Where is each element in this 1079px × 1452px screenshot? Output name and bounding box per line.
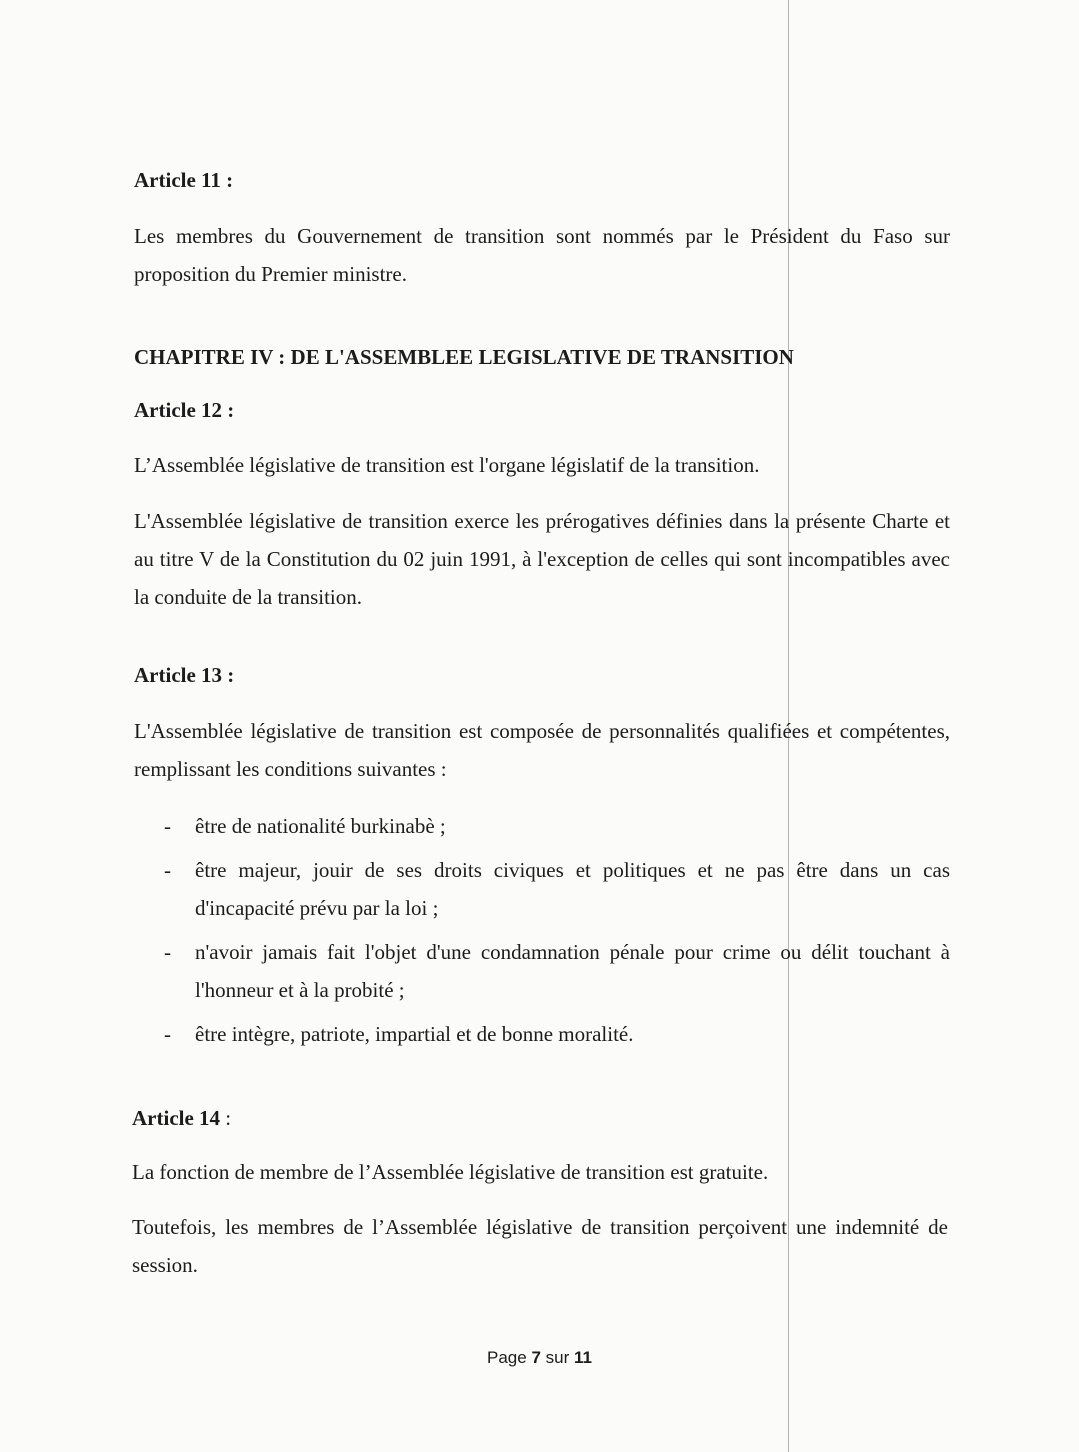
list-dash: -	[164, 940, 171, 964]
article-13-paragraph: L'Assemblée législative de transition est composée de personnalités qualifiées et compétentes, remplissant les conditions suivantes :	[134, 719, 950, 781]
article-14-body-2	[132, 1208, 948, 1284]
list-dash: -	[164, 1022, 171, 1046]
list-item	[160, 1015, 950, 1053]
article-14-title: Article 14	[132, 1106, 221, 1130]
article-14-body-1	[132, 1153, 948, 1191]
article-13	[134, 661, 950, 689]
article-12-paragraph-2: L'Assemblée législative de transition exerce les prérogatives définies dans la présente Charte et au titre V de la Constitution du 02 juin 1991, à l'exception de celles qui sont incompatibles avec la conduite de la transition.	[134, 509, 950, 609]
article-13-conditions-list	[160, 807, 950, 1053]
page-total: 11	[573, 1348, 592, 1367]
page-current: 7	[531, 1348, 541, 1367]
article-14	[132, 1104, 948, 1132]
list-item	[160, 933, 950, 1009]
chapter-4-heading-block	[134, 343, 894, 371]
article-12-paragraph-1: L’Assemblée législative de transition est l'organe législatif de la transition.	[134, 453, 760, 477]
article-13-body	[134, 712, 950, 788]
list-dash: -	[164, 814, 171, 838]
page-number	[0, 1348, 1079, 1368]
article-11-title: Article 11 :	[134, 168, 234, 192]
article-12-body-2	[134, 502, 950, 616]
chapter-4-title: CHAPITRE IV : DE L'ASSEMBLEE LEGISLATIVE DE TRANSITION	[134, 345, 794, 369]
list-item	[160, 851, 950, 927]
page-word: Page	[487, 1348, 532, 1367]
article-12	[134, 396, 950, 424]
list-dash: -	[164, 858, 171, 882]
article-12-title: Article 12 :	[134, 398, 235, 422]
article-14-paragraph-2: Toutefois, les membres de l’Assemblée législative de transition perçoivent une indemnité de session.	[132, 1215, 948, 1277]
article-11	[134, 166, 950, 194]
page-separator: sur	[540, 1348, 574, 1367]
condition-text: être majeur, jouir de ses droits civiques et politiques et ne pas être dans un cas d'incapacité prévu par la loi ;	[195, 858, 950, 920]
list-item	[160, 807, 950, 845]
condition-text: être de nationalité burkinabè ;	[195, 814, 446, 838]
article-14-colon: :	[220, 1106, 232, 1130]
condition-text: n'avoir jamais fait l'objet d'une condamnation pénale pour crime ou délit touchant à l'honneur et à la probité ;	[195, 940, 950, 1002]
article-14-paragraph-1: La fonction de membre de l’Assemblée législative de transition est gratuite.	[132, 1160, 769, 1184]
article-14-heading	[132, 1104, 948, 1132]
condition-text: être intègre, patriote, impartial et de bonne moralité.	[195, 1022, 634, 1046]
article-11-paragraph: Les membres du Gouvernement de transition sont nommés par le Président du Faso sur proposition du Premier ministre.	[134, 224, 950, 286]
article-13-title: Article 13 :	[134, 663, 235, 687]
article-12-body-1	[134, 446, 950, 484]
article-11-body	[134, 217, 950, 293]
